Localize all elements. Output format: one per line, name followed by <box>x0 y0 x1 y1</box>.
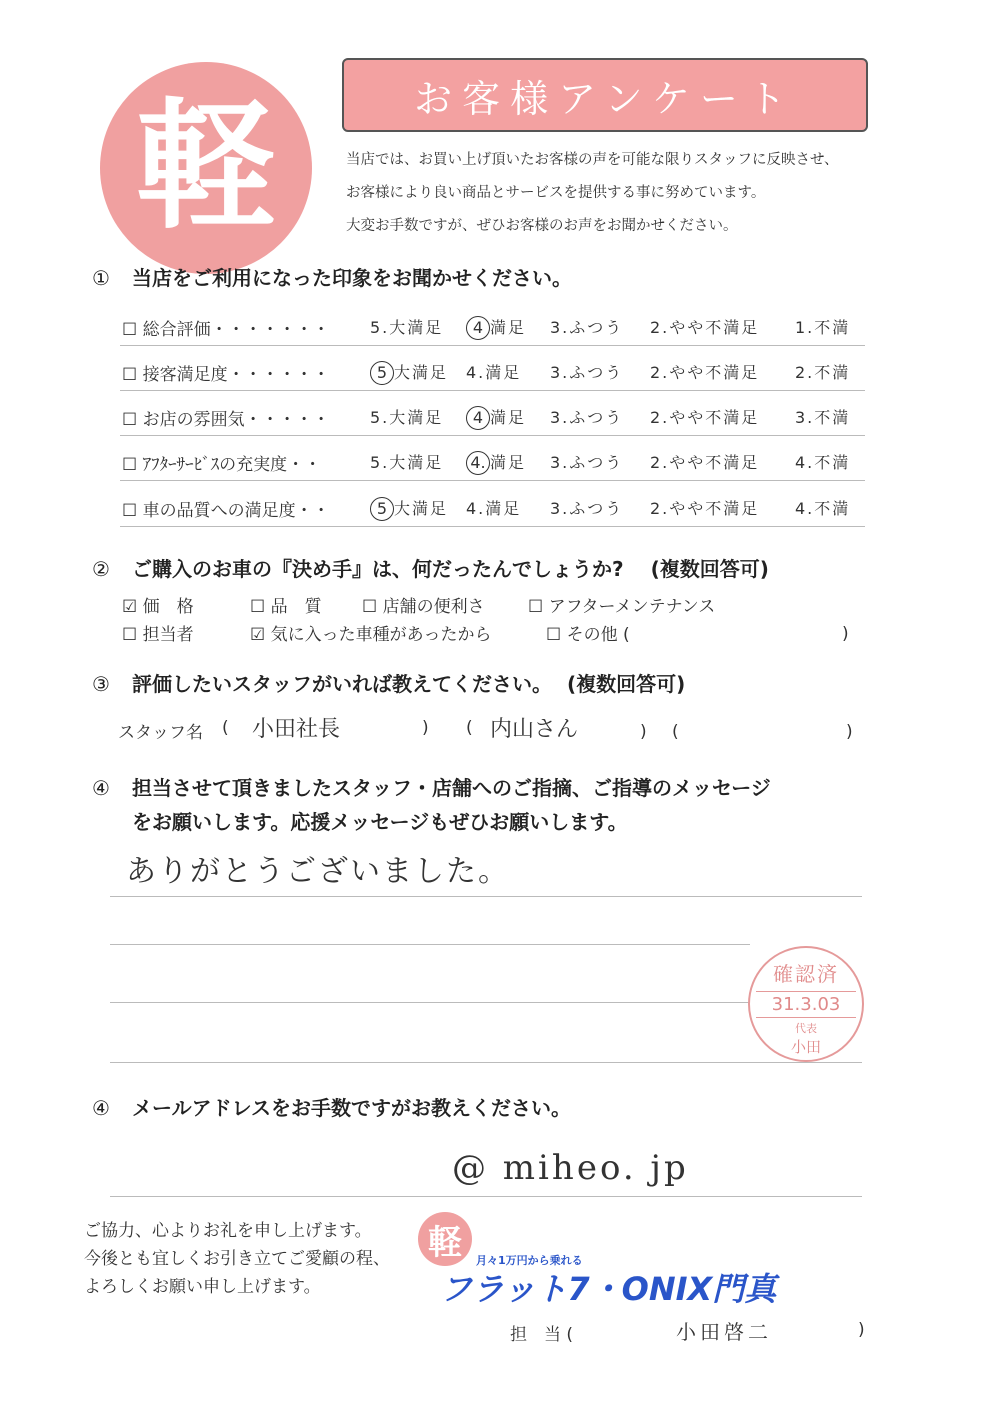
question-text: ご購入のお車の『決め手』は、何だったんでしょうか? <box>132 557 624 581</box>
rating-option-3[interactable]: 3.ふつう <box>550 318 624 337</box>
paren-close-1: ) <box>422 718 429 738</box>
brand-badge <box>418 1212 472 1266</box>
question-2 <box>92 553 769 582</box>
rating-row-label: ☐ お店の雰囲気・・・・・ <box>122 410 330 430</box>
checkbox-staff[interactable]: ☐ 担当者 <box>122 625 194 645</box>
staff-name-label: スタッフ名 <box>118 723 203 743</box>
rating-option-5[interactable] <box>370 405 443 428</box>
intro-line-1: 当店では、お買い上げ頂いたお客様の声を可能な限りスタッフに反映させ、 <box>346 152 839 168</box>
rating-option-1[interactable]: 3.不満 <box>795 408 851 427</box>
intro-line-2: お客様により良い商品とサービスを提供する事に努めています。 <box>346 185 766 201</box>
question-text: 当店をご利用になった印象をお聞かせください。 <box>132 266 572 290</box>
rating-option-4[interactable] <box>466 450 526 475</box>
rating-row-label: ☐ 車の品質への満足度・・ <box>122 501 330 521</box>
question-number: ④ <box>92 776 110 800</box>
rating-option-5-text: 大満足 <box>389 318 444 337</box>
logo-char: 軽 <box>135 86 276 249</box>
rating-option-5[interactable] <box>370 360 448 385</box>
question-3 <box>92 668 685 697</box>
rating-option-2[interactable]: 2.やや不満足 <box>650 318 760 337</box>
question-4-line-2: をお願いします。応援メッセージもぜひお願いします。 <box>132 810 628 834</box>
rating-option-3[interactable]: 3.ふつう <box>550 453 624 472</box>
checkbox-quality[interactable]: ☐ 品 質 <box>250 597 322 617</box>
question-1 <box>92 262 572 291</box>
question-note: (複数回答可) <box>566 672 686 696</box>
rating-row-label: ☐ ｱﾌﾀｰｻｰﾋﾞｽの充実度・・ <box>122 455 322 475</box>
row-divider <box>120 345 865 346</box>
intro-line-3: 大変お手数ですが、ぜひお客様のお声をお聞かせください。 <box>346 218 738 234</box>
survey-title: お客様アンケート <box>414 76 796 121</box>
email-value[interactable]: @ miheo. jp <box>452 1148 689 1188</box>
rating-option-4[interactable] <box>466 315 526 340</box>
checkbox-liked-model[interactable]: ☑ 気に入った車種があったから <box>250 625 492 645</box>
rating-option-5-text: 大満足 <box>394 363 449 382</box>
rating-option-4-num: 4. <box>466 451 490 475</box>
question-note: (複数回答可) <box>650 557 769 581</box>
question-text: 担当させて頂きましたスタッフ・店舗へのご指摘、ご指導のメッセージ <box>132 776 771 800</box>
tanto-label: 担 当 ( <box>510 1325 574 1345</box>
checkbox-aftermaintenance[interactable]: ☐ アフターメンテナンス <box>528 597 716 617</box>
rating-option-5-num: 5 <box>370 361 394 385</box>
rating-option-5[interactable] <box>370 450 443 473</box>
row-divider <box>120 390 865 391</box>
rating-option-3[interactable]: 3.ふつう <box>550 499 624 518</box>
brand-name: フラット7・ONIX門真 <box>440 1270 777 1308</box>
rating-option-2[interactable]: 2.やや不満足 <box>650 408 760 427</box>
staff-name-1[interactable]: 小田社長 <box>252 717 341 742</box>
rating-option-4-text: 満足 <box>490 453 527 472</box>
rating-option-4-num: 4 <box>466 316 490 340</box>
paren-open-1: ( <box>222 718 229 738</box>
rating-option-5-num: 5. <box>370 318 390 337</box>
rating-option-4[interactable] <box>466 496 521 519</box>
rating-option-4-text: 満足 <box>485 499 522 518</box>
rating-option-3[interactable]: 3.ふつう <box>550 408 624 427</box>
message-line <box>110 944 750 945</box>
question-4 <box>92 772 771 801</box>
rating-option-2[interactable]: 2.やや不満足 <box>650 453 760 472</box>
stamp-sub-2: 小田 <box>790 1038 821 1056</box>
question-text: メールアドレスをお手数ですがお教えください。 <box>132 1096 571 1120</box>
confirmation-stamp <box>748 946 864 1062</box>
rating-option-5-text: 大満足 <box>394 499 449 518</box>
stamp-date: 31.3.03 <box>756 991 856 1018</box>
brand-badge-char: 軽 <box>428 1222 462 1263</box>
rating-option-2[interactable]: 2.やや不満足 <box>650 363 760 382</box>
rating-option-3[interactable]: 3.ふつう <box>550 363 624 382</box>
rating-row-label: ☐ 接客満足度・・・・・・ <box>122 365 330 385</box>
tanto-name: 小田啓二 <box>676 1320 772 1344</box>
checkbox-convenience[interactable]: ☐ 店舗の便利さ <box>362 597 485 617</box>
footer-line-1: ご協力、心よりお礼を申し上げます。 <box>84 1221 372 1241</box>
row-divider <box>120 526 865 527</box>
question-5 <box>92 1092 571 1121</box>
rating-option-5[interactable] <box>370 496 448 521</box>
rating-option-5-num: 5. <box>370 453 390 472</box>
question-number: ① <box>92 266 110 290</box>
footer-line-3: よろしくお願い申し上げます。 <box>84 1277 321 1297</box>
rating-option-5[interactable] <box>370 315 443 338</box>
rating-option-4-num: 4. <box>466 363 486 382</box>
question-text: 評価したいスタッフがいれば教えてください。 <box>132 672 552 696</box>
rating-option-4-text: 満足 <box>490 318 527 337</box>
rating-option-1[interactable]: 1.不満 <box>795 318 851 337</box>
rating-option-5-num: 5 <box>370 497 394 521</box>
rating-option-1[interactable]: 2.不満 <box>795 363 851 382</box>
rating-option-4[interactable] <box>466 405 526 430</box>
message-text[interactable]: ありがとうございました。 <box>126 854 510 889</box>
rating-option-4-num: 4. <box>466 499 486 518</box>
checkbox-other[interactable]: ☐ その他 ( <box>546 625 630 645</box>
question-number: ④ <box>92 1096 110 1120</box>
other-close-paren: ) <box>842 624 849 644</box>
rating-option-4-text: 満足 <box>485 363 522 382</box>
survey-title-box <box>342 58 868 132</box>
rating-row-label: ☐ 総合評価・・・・・・・ <box>122 320 330 340</box>
rating-option-5-text: 大満足 <box>389 408 444 427</box>
paren-open-3: ( <box>672 722 679 742</box>
rating-option-4-num: 4 <box>466 406 490 430</box>
message-line <box>110 896 862 897</box>
staff-name-2[interactable]: 内山さん <box>490 717 579 742</box>
rating-option-1[interactable]: 4.不満 <box>795 453 851 472</box>
rating-option-4[interactable] <box>466 360 521 383</box>
paren-open-2: ( <box>466 718 473 738</box>
row-divider <box>120 435 865 436</box>
checkbox-price[interactable]: ☑ 価 格 <box>122 597 194 617</box>
rating-option-5-num: 5. <box>370 408 390 427</box>
row-divider <box>120 480 865 481</box>
question-number: ③ <box>92 672 110 696</box>
message-line <box>110 1062 862 1063</box>
rating-option-4-text: 満足 <box>490 408 527 427</box>
logo-emblem <box>100 62 312 274</box>
tanto-close-paren: ) <box>858 1320 865 1340</box>
stamp-top-text: 確認済 <box>773 962 839 986</box>
brand-tagline: 月々1万円から乗れる <box>476 1254 583 1267</box>
paren-close-3: ) <box>846 722 853 742</box>
rating-option-2[interactable]: 2.やや不満足 <box>650 499 760 518</box>
question-number: ② <box>92 557 110 581</box>
rating-option-5-text: 大満足 <box>389 453 444 472</box>
footer-line-2: 今後とも宜しくお引き立てご愛顧の程、 <box>84 1249 390 1269</box>
rating-option-1[interactable]: 4.不満 <box>795 499 851 518</box>
email-line <box>110 1196 862 1197</box>
stamp-sub-1: 代表 <box>795 1022 817 1035</box>
paren-close-2: ) <box>640 722 647 742</box>
message-line <box>110 1002 750 1003</box>
